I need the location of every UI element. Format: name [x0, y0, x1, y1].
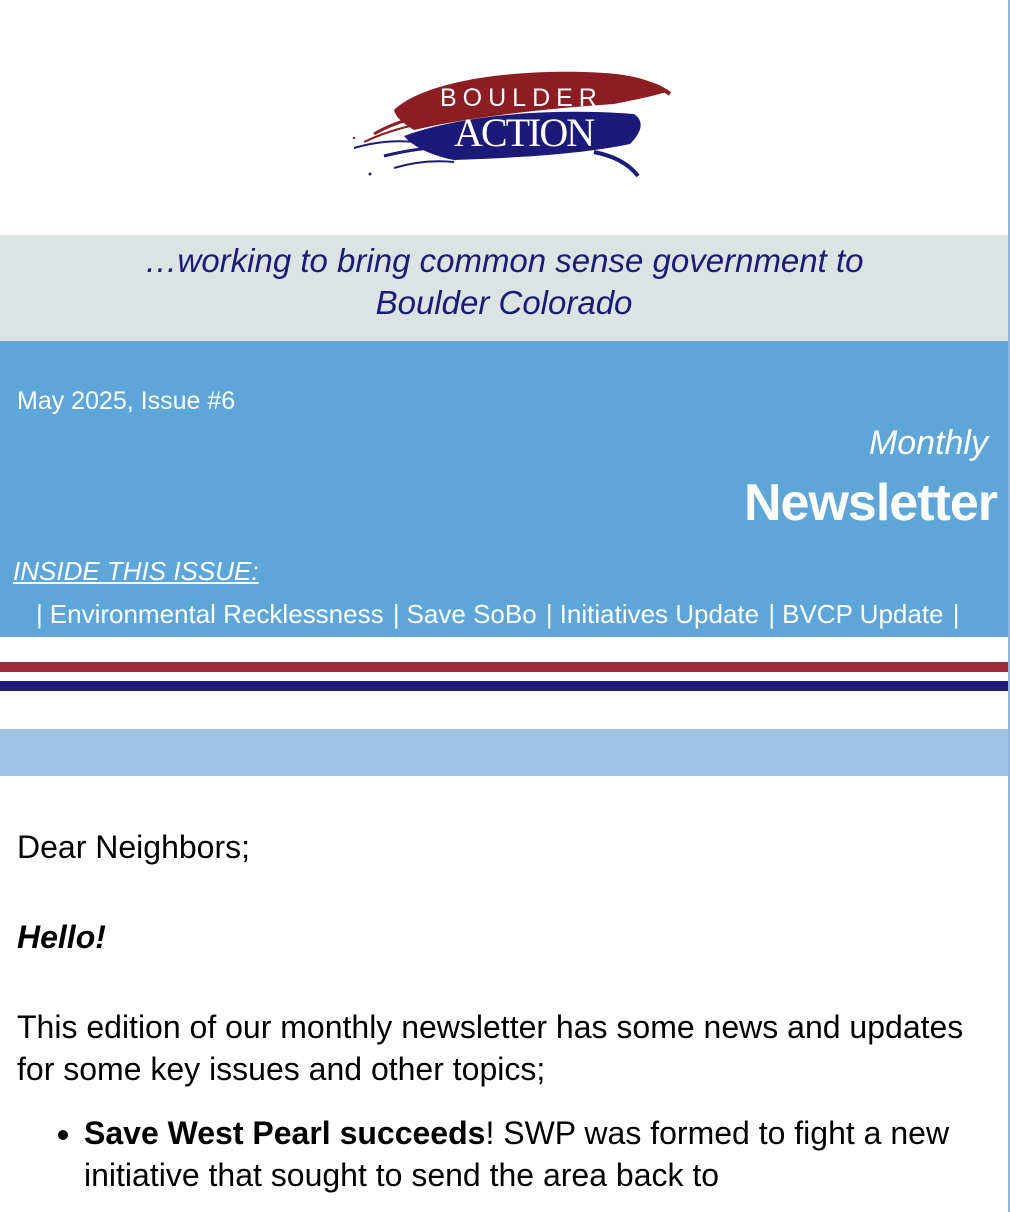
toc-item-initiatives-update[interactable]: Initiatives Update — [559, 599, 760, 629]
topic-list — [17, 1112, 992, 1196]
newsletter-title: Newsletter — [744, 474, 997, 532]
intro-paragraph: This edition of our monthly newsletter has some news and updates for some key issues and other topics; — [17, 1009, 964, 1087]
table-of-contents — [36, 599, 967, 630]
header-logo-area — [0, 0, 1008, 235]
bullet-bold-heading: Save West Pearl succeeds — [84, 1115, 486, 1151]
toc-item-bvcp-update[interactable]: BVCP Update — [782, 599, 944, 629]
inside-this-issue-link[interactable]: INSIDE THIS ISSUE: — [13, 556, 259, 586]
blue-divider-stripe — [0, 681, 1008, 691]
toc-item-save-sobo[interactable]: Save SoBo — [406, 599, 537, 629]
toc-separator: | — [392, 599, 400, 629]
toc-separator: | — [952, 599, 960, 629]
toc-separator: | — [768, 599, 776, 629]
monthly-label: Monthly — [868, 424, 988, 462]
boulder-action-logo[interactable] — [334, 64, 674, 182]
toc-separator: | — [36, 599, 43, 629]
toc-item-environmental-recklessness[interactable]: Environmental Recklessness — [49, 599, 384, 629]
logo-boulder-text: BOULDER — [440, 84, 603, 112]
red-divider-stripe — [0, 662, 1008, 672]
logo-action-text: ACTION — [454, 110, 594, 155]
newsletter-body — [17, 826, 992, 1196]
tagline-band — [0, 235, 1008, 341]
hello-text: Hello! — [17, 919, 106, 955]
list-item — [84, 1112, 992, 1196]
toc-separator: | — [545, 599, 553, 629]
light-blue-section-bar — [0, 729, 1008, 776]
tagline-text: …working to bring common sense government to Boulder Colorado — [144, 242, 864, 321]
greeting-text: Dear Neighbors; — [17, 829, 250, 865]
issue-label: May 2025, Issue #6 — [17, 387, 236, 415]
bullet-text: ! SWP was formed to fight a new initiative that sought to send the area back to — [84, 1115, 950, 1193]
newsletter-banner — [0, 341, 1008, 637]
